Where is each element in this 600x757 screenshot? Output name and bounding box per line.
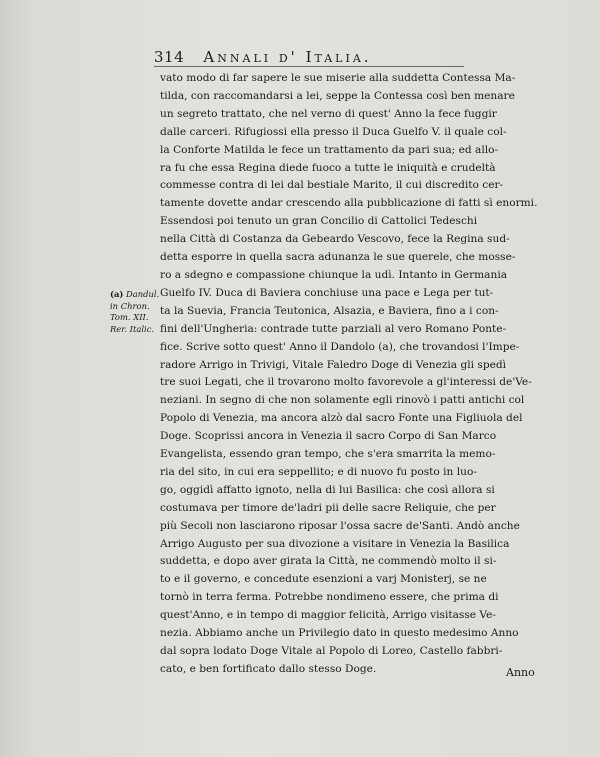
- text-line: quest'Anno, e in tempo di maggior felicità, Arrigo visitasse Ve-: [160, 609, 496, 622]
- text-line: fice. Scrive sotto quest' Anno il Dandolo (a), che trovandosi l'Impe-: [160, 340, 520, 353]
- text-line: ta la Suevia, Francia Teutonica, Alsazia, e Baviera, fino a i con-: [160, 304, 499, 317]
- running-header: [154, 48, 474, 66]
- text-line: nezia. Abbiamo anche un Privilegio dato in questo medesimo Anno: [160, 627, 519, 640]
- text-line: commesse contra di lei dal bestiale Marito, il cui discredito cer-: [160, 179, 504, 192]
- note-line: Tom. XII.: [110, 312, 149, 322]
- main-text: [160, 70, 538, 679]
- note-ref: (a): [110, 289, 124, 299]
- text-line: Guelfo IV. Duca di Baviera conchiuse una pace e Lega per tut-: [160, 286, 494, 299]
- text-line: Doge. Scoprissi ancora in Venezia il sacro Corpo di San Marco: [160, 430, 497, 443]
- margin-note: [110, 289, 162, 335]
- text-line: nella Città di Costanza da Gebeardo Vescovo, fece la Regina sud-: [160, 233, 510, 246]
- text-line: cato, e ben fortificato dallo stesso Doge.: [160, 662, 377, 675]
- text-line: tre suoi Legati, che il trovarono molto favorevole a gl'interessi de'Ve-: [160, 376, 532, 389]
- text-line: neziani. In segno di che non solamente egli rinovò i patti antichi col: [160, 394, 525, 407]
- note-line: Rer. Italic.: [110, 323, 155, 334]
- text-line: Arrigo Augusto per sua divozione a visitare in Venezia la Basilica: [160, 537, 510, 550]
- text-line: go, oggidì affatto ignoto, nella di lui Basilica: che così allora si: [160, 483, 495, 496]
- text-line: dalle carceri. Rifugiossi ella presso il Duca Guelfo V. il quale col-: [160, 125, 507, 138]
- text-line: vato modo di far sapere le sue miserie alla suddetta Contessa Ma-: [160, 72, 516, 84]
- text-line: ro a sdegno e compassione chiunque la udì. Intanto in Germania: [160, 268, 508, 281]
- text-line: tornò in terra ferma. Potrebbe nondimeno essere, che prima di: [160, 591, 499, 604]
- text-line: detta esporre in quella sacra adunanza le sue querele, che mosse-: [160, 251, 516, 264]
- note-line: in Chron.: [110, 300, 150, 311]
- text-line: dal sopra lodato Doge Vitale al Popolo di Loreo, Castello fabbri-: [160, 645, 503, 657]
- text-line: Evangelista, essendo gran tempo, che s'era smarrita la memo-: [160, 448, 496, 461]
- text-line: ra fu che essa Regina diede fuoco a tutte le iniquità e crudeltà: [160, 161, 496, 174]
- text-line: ria del sito, in cui era seppellito; e di nuovo fu posto in luo-: [160, 465, 477, 478]
- text-line: to e il governo, e concedute esenzioni a varj Monisterj, se ne: [160, 573, 487, 586]
- text-line: tilda, con raccomandarsi a lei, seppe la Contessa così ben menare: [160, 89, 515, 102]
- text-line: Popolo di Venezia, ma ancora alzò dal sacro Fonte una Figliuola del: [160, 412, 523, 425]
- text-line: suddetta, e dopo aver girata la Città, ne commendò molto il si-: [160, 555, 497, 568]
- text-line: la Conforte Matilda le fece un trattamento da pari sua; ed allo-: [160, 143, 499, 156]
- text-line: fini dell'Ungheria: contrade tutte parziali al vero Romano Ponte-: [160, 322, 507, 335]
- page-number: 314: [154, 48, 185, 66]
- header-rule: [154, 66, 464, 67]
- text-line: un segreto trattato, che nel verno di quest' Anno la fece fuggir: [160, 107, 497, 120]
- note-line: Dandul.: [126, 289, 160, 299]
- running-title: Annali d' Italia.: [203, 48, 372, 66]
- text-line: più Secoli non lasciarono riposar l'ossa sacre de'Santi. Andò anche: [160, 519, 520, 532]
- text-line: tamente dovette andar crescendo alla pubblicazione di fatti sì enormi.: [160, 197, 538, 210]
- text-line: radore Arrigo in Trivigi, Vitale Faledro Doge di Venezia gli spedì: [160, 358, 507, 371]
- catchword: Anno: [506, 666, 535, 679]
- text-line: Essendosi poi tenuto un gran Concilio di Cattolici Tedeschi: [160, 215, 478, 228]
- text-line: costumava per timore de'ladri pii delle sacre Reliquie, che per: [160, 501, 496, 514]
